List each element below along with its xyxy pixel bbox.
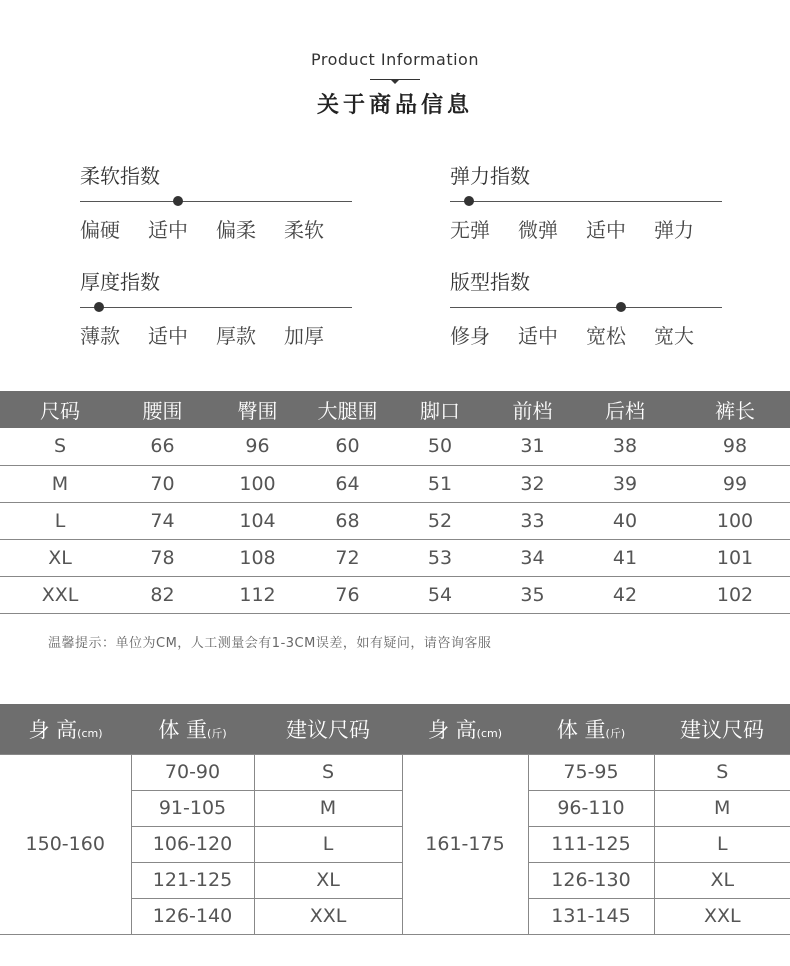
table-cell: 72	[310, 539, 385, 576]
table-row	[0, 539, 790, 576]
size-cell: XL	[654, 862, 790, 898]
index-option: 适中	[148, 218, 188, 242]
table-cell: M	[0, 465, 120, 502]
table-cell: 70	[120, 465, 205, 502]
weight-cell: 75-95	[528, 754, 654, 790]
table-cell: 32	[495, 465, 570, 502]
index-track	[80, 300, 352, 314]
index-option: 偏硬	[80, 218, 120, 242]
header-cell-length: 裤长	[680, 391, 790, 428]
index-title: 厚度指数	[80, 270, 160, 294]
table-cell: 100	[205, 465, 310, 502]
table-cell: 68	[310, 502, 385, 539]
table-cell: 98	[680, 428, 790, 465]
size-recommendation-table	[0, 704, 790, 935]
index-title: 柔软指数	[80, 164, 160, 188]
index-option: 薄款	[80, 324, 120, 348]
index-option: 柔软	[284, 218, 324, 242]
index-option: 加厚	[284, 324, 324, 348]
table-cell: 100	[680, 502, 790, 539]
table-cell: 108	[205, 539, 310, 576]
index-option: 宽大	[654, 324, 694, 348]
table-cell: S	[0, 428, 120, 465]
table-cell: 53	[385, 539, 495, 576]
table-cell: 52	[385, 502, 495, 539]
index-marker	[616, 302, 626, 312]
table-cell: 101	[680, 539, 790, 576]
table-row	[0, 465, 790, 502]
table-cell: 39	[570, 465, 680, 502]
header-weight: 体 重(斤)	[131, 704, 254, 754]
size-table-header-row	[0, 391, 790, 428]
height-range-cell: 150-160	[0, 754, 131, 934]
table-cell: 74	[120, 502, 205, 539]
table-cell: 40	[570, 502, 680, 539]
header-cell-hip: 臀围	[205, 391, 310, 428]
index-title: 弹力指数	[450, 164, 530, 188]
table-cell: 102	[680, 576, 790, 613]
header-cell-size: 尺码	[0, 391, 120, 428]
table-cell: 96	[205, 428, 310, 465]
weight-cell: 91-105	[131, 790, 254, 826]
weight-cell: 121-125	[131, 862, 254, 898]
weight-cell: 126-130	[528, 862, 654, 898]
size-cell: S	[654, 754, 790, 790]
index-option: 厚款	[216, 324, 256, 348]
header-cell-back-rise: 后档	[570, 391, 680, 428]
size-cell: M	[654, 790, 790, 826]
index-thickness	[80, 268, 352, 349]
index-option: 偏柔	[216, 218, 256, 242]
table-cell: 64	[310, 465, 385, 502]
index-marker	[464, 196, 474, 206]
table-cell: 41	[570, 539, 680, 576]
index-title: 版型指数	[450, 270, 530, 294]
index-marker	[173, 196, 183, 206]
index-track	[80, 194, 352, 208]
table-cell: 99	[680, 465, 790, 502]
weight-cell: 111-125	[528, 826, 654, 862]
recommend-header-row	[0, 704, 790, 754]
table-cell: L	[0, 502, 120, 539]
height-range-cell: 161-175	[402, 754, 528, 934]
table-cell: 54	[385, 576, 495, 613]
index-marker	[94, 302, 104, 312]
size-cell: S	[254, 754, 402, 790]
table-cell: 66	[120, 428, 205, 465]
table-cell: XL	[0, 539, 120, 576]
table-row	[0, 428, 790, 465]
index-track	[450, 194, 722, 208]
table-cell: 78	[120, 539, 205, 576]
index-option: 弹力	[654, 218, 694, 242]
table-cell: 42	[570, 576, 680, 613]
index-option: 适中	[148, 324, 188, 348]
index-option: 适中	[586, 218, 626, 242]
header-cn: 关于商品信息	[316, 93, 473, 118]
header-weight: 体 重(斤)	[528, 704, 654, 754]
table-cell: 60	[310, 428, 385, 465]
table-cell: 104	[205, 502, 310, 539]
index-fit	[450, 268, 722, 349]
size-cell: XXL	[654, 898, 790, 934]
size-cell: L	[654, 826, 790, 862]
index-elasticity	[450, 162, 722, 243]
size-cell: XL	[254, 862, 402, 898]
size-cell: XXL	[254, 898, 402, 934]
weight-cell: 70-90	[131, 754, 254, 790]
header-cell-front-rise: 前档	[495, 391, 570, 428]
table-cell: 34	[495, 539, 570, 576]
header-triangle-icon	[391, 80, 399, 84]
size-table-main	[0, 391, 790, 614]
weight-cell: 96-110	[528, 790, 654, 826]
table-cell: 35	[495, 576, 570, 613]
table-row	[0, 502, 790, 539]
index-track	[450, 300, 722, 314]
header-height: 身 高(cm)	[402, 704, 528, 754]
table-row	[0, 576, 790, 613]
index-option: 修身	[450, 324, 490, 348]
size-cell: M	[254, 790, 402, 826]
table-cell: 82	[120, 576, 205, 613]
table-cell: 33	[495, 502, 570, 539]
index-option: 无弹	[450, 218, 490, 242]
table-cell: 31	[495, 428, 570, 465]
header-height: 身 高(cm)	[0, 704, 131, 754]
table-cell: 112	[205, 576, 310, 613]
weight-cell: 131-145	[528, 898, 654, 934]
index-option: 适中	[518, 324, 558, 348]
index-option: 宽松	[586, 324, 626, 348]
table-row	[0, 754, 790, 790]
table-cell: 76	[310, 576, 385, 613]
header-size: 建议尺码	[254, 704, 402, 754]
measurement-note: 温馨提示：单位为CM，人工测量会有1-3CM误差，如有疑问，请咨询客服	[48, 636, 492, 651]
header-cell-waist: 腰围	[120, 391, 205, 428]
header-en: Product Information	[311, 50, 479, 69]
header-cell-thigh: 大腿围	[310, 391, 385, 428]
index-option: 微弹	[518, 218, 558, 242]
weight-cell: 106-120	[131, 826, 254, 862]
header-size: 建议尺码	[654, 704, 790, 754]
header-cell-hem: 脚口	[385, 391, 495, 428]
table-cell: 51	[385, 465, 495, 502]
table-cell: 50	[385, 428, 495, 465]
size-cell: L	[254, 826, 402, 862]
index-softness	[80, 162, 352, 243]
table-cell: XXL	[0, 576, 120, 613]
weight-cell: 126-140	[131, 898, 254, 934]
table-cell: 38	[570, 428, 680, 465]
